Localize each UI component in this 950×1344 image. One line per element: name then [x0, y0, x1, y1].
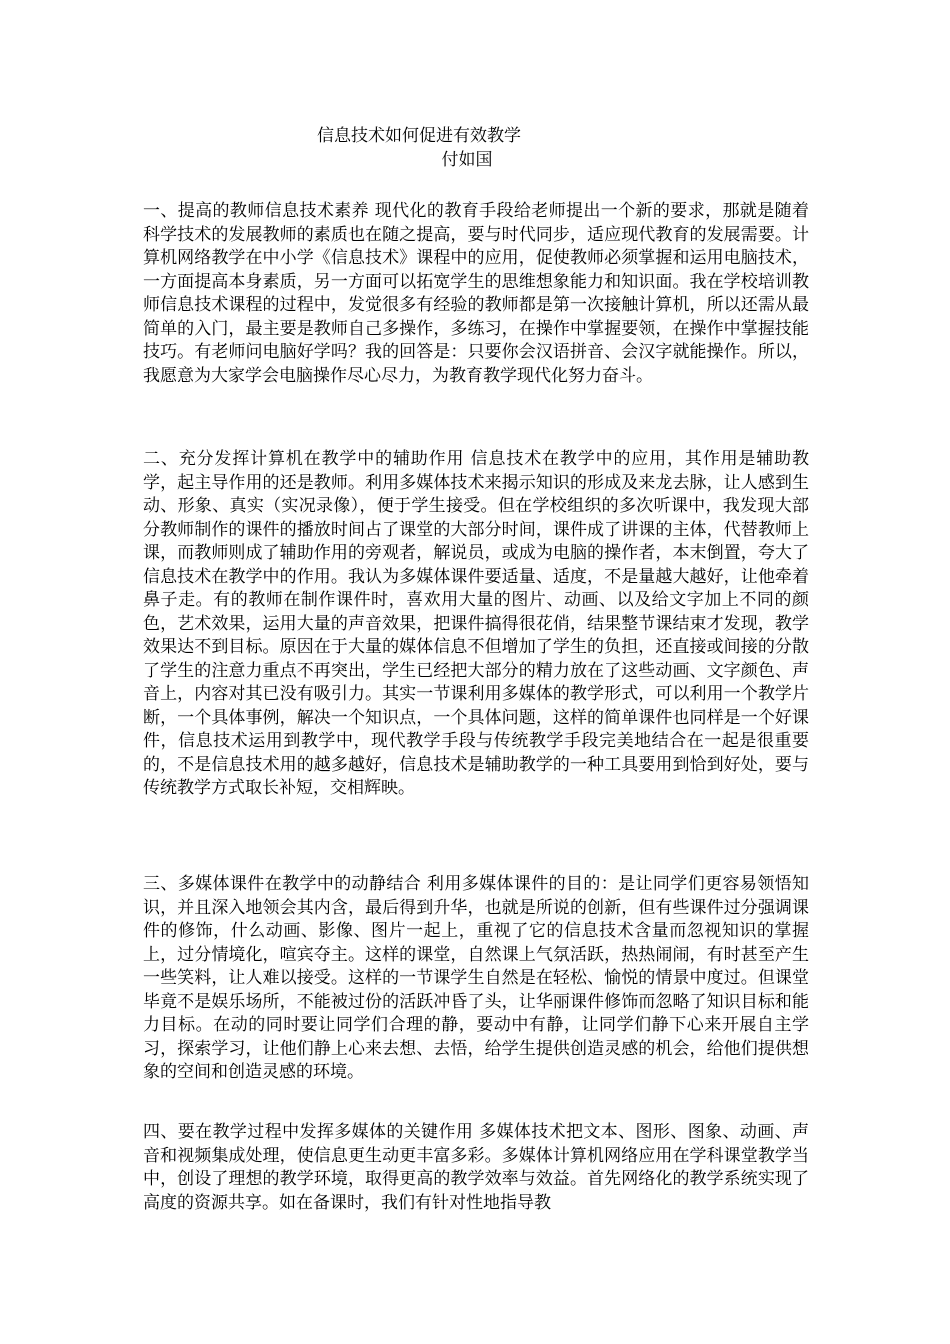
- paragraph-3: 三、多媒体课件在教学中的动静结合 利用多媒体课件的目的：是让同学们更容易领悟知识，并且深入地领会其内含，最后得到升华，也就是所说的创新，但有些课件过分强调课件的修饰，什么动画、影像、图片一起上，重视了它的信息技术含量而忽视知识的掌握上，过分情境化，喧宾夺主。这样的课堂，自然课上气氛活跃，热热闹闹，有时甚至产生一些笑料，让人难以接受。这样的一节课学生自然是在轻松、愉悦的情景中度过。但课堂毕竟不是娱乐场所，不能被过份的活跃冲昏了头，让华丽课件修饰而忽略了知识目标和能力目标。在动的同时要让同学们合理的静，要动中有静，让同学们静下心来开展自主学习，探索学习，让他们静上心来去想、去悟，给学生提供创造灵感的机会，给他们提供想象的空间和创造灵感的环境。: [143, 874, 809, 1082]
- document-author: 付如国: [441, 150, 493, 170]
- paragraph-4: 四、要在教学过程中发挥多媒体的关键作用 多媒体技术把文本、图形、图象、动画、声音和视频集成处理，使信息更生动更丰富多彩。多媒体计算机网络应用在学科课堂教学当中，创设了理想的教学环境，取得更高的教学效率与效益。首先网络化的教学系统实现了高度的资源共享。如在备课时，我们有针对性地指导教: [143, 1122, 809, 1213]
- paragraph-1: 一、提高的教师信息技术素养 现代化的教育手段给老师提出一个新的要求，那就是随着科学技术的发展教师的素质也在随之提高，要与时代同步，适应现代教育的发展需要。计算机网络教学在中小学《信息技术》课程中的应用，促使教师必须掌握和运用电脑技术，一方面提高本身素质，另一方面可以拓宽学生的思维想象能力和知识面。我在学校培训教师信息技术课程的过程中，发觉很多有经验的教师都是第一次接触计算机，所以还需从最简单的入门，最主要是教师自己多操作，多练习，在操作中掌握要领，在操作中掌握技能技巧。有老师问电脑好学吗？我的回答是：只要你会汉语拼音、会汉字就能操作。所以，我愿意为大家学会电脑操作尽心尽力，为教育教学现代化努力奋斗。: [143, 201, 809, 386]
- document-title: 信息技术如何促进有效教学: [317, 126, 521, 146]
- paragraph-2: 二、充分发挥计算机在教学中的辅助作用 信息技术在教学中的应用，其作用是辅助教学，起主导作用的还是教师。利用多媒体技术来揭示知识的形成及来龙去脉，让人感到生动、形象、真实（实况录像），便于学生接受。但在学校组织的多次听课中，我发现大部分教师制作的课件的播放时间占了课堂的大部分时间，课件成了讲课的主体，代替教师上课，而教师则成了辅助作用的旁观者，解说员，或成为电脑的操作者，本末倒置，夸大了信息技术在教学中的作用。我认为多媒体课件要适量、适度，不是量越大越好，让他牵着鼻子走。有的教师在制作课件时，喜欢用大量的图片、动画、以及给文字加上不同的颜色，艺术效果，运用大量的声音效果，把课件搞得很花俏，结果整节课结束才发现，教学效果达不到目标。原因在于大量的媒体信息不但增加了学生的负担，还直接或间接的分散了学生的注意力重点不再突出，学生已经把大部分的精力放在了这些动画、文字颜色、声音上，内容对其已没有吸引力。其实一节课利用多媒体的教学形式，可以利用一个教学片断，一个具体事例，解决一个知识点，一个具体问题，这样的简单课件也同样是一个好课件，信息技术运用到教学中，现代教学手段与传统教学手段完美地结合在一起是很重要的，不是信息技术用的越多越好，信息技术是辅助教学的一种工具要用到恰到好处，要与传统教学方式取长补短，交相辉映。: [143, 449, 809, 798]
